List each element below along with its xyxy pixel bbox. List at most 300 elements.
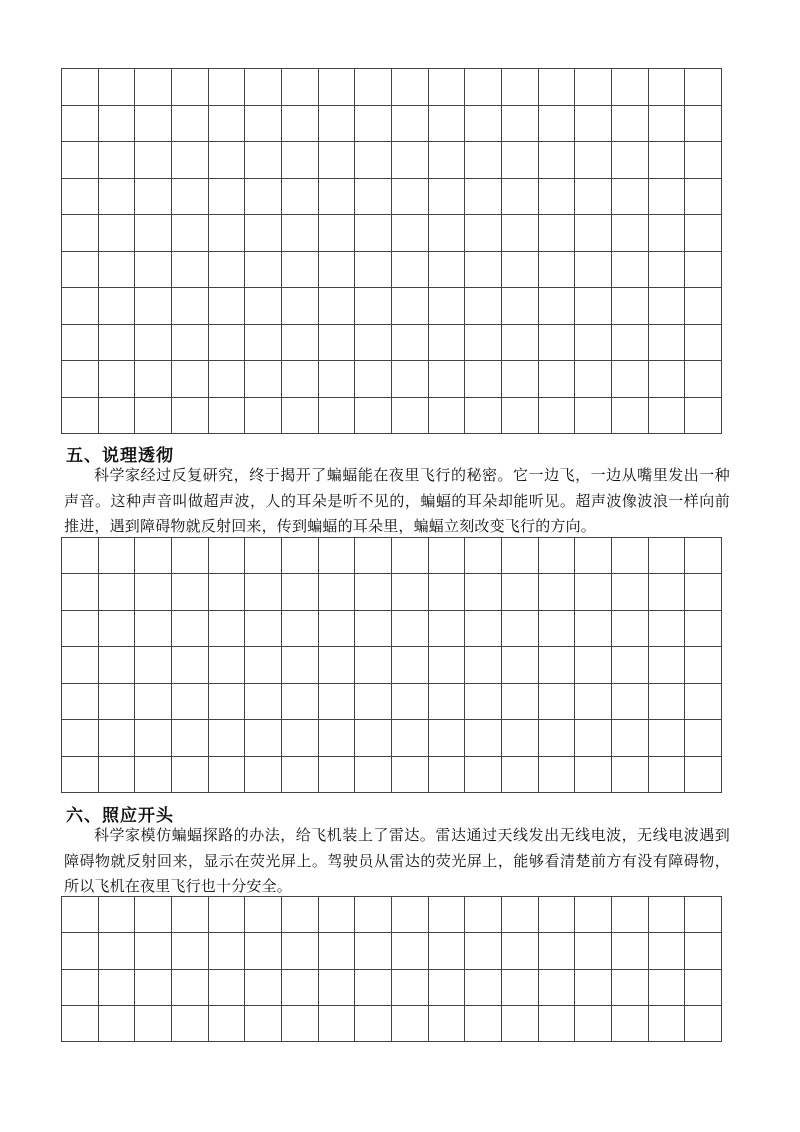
grid-cell[interactable] xyxy=(539,1006,576,1042)
grid-cell[interactable] xyxy=(685,325,722,362)
grid-cell[interactable] xyxy=(319,252,356,289)
grid-cell[interactable] xyxy=(99,757,136,793)
grid-cell[interactable] xyxy=(319,611,356,647)
grid-cell[interactable] xyxy=(282,361,319,398)
grid-cell[interactable] xyxy=(429,215,466,252)
grid-cell[interactable] xyxy=(355,69,392,106)
grid-cell[interactable] xyxy=(392,398,429,435)
grid-cell[interactable] xyxy=(392,106,429,143)
grid-cell[interactable] xyxy=(649,106,686,143)
grid-cell[interactable] xyxy=(575,933,612,969)
grid-cell[interactable] xyxy=(282,720,319,756)
grid-cell[interactable] xyxy=(685,720,722,756)
grid-cell[interactable] xyxy=(99,361,136,398)
grid-cell[interactable] xyxy=(172,574,209,610)
grid-cell[interactable] xyxy=(429,611,466,647)
grid-cell[interactable] xyxy=(99,69,136,106)
grid-cell[interactable] xyxy=(429,288,466,325)
grid-cell[interactable] xyxy=(319,179,356,216)
grid-cell[interactable] xyxy=(282,897,319,933)
grid-cell[interactable] xyxy=(649,611,686,647)
grid-cell[interactable] xyxy=(355,215,392,252)
grid-cell[interactable] xyxy=(465,215,502,252)
grid-cell[interactable] xyxy=(99,398,136,435)
grid-cell[interactable] xyxy=(355,933,392,969)
grid-cell[interactable] xyxy=(649,361,686,398)
grid-cell[interactable] xyxy=(319,106,356,143)
grid-cell[interactable] xyxy=(539,325,576,362)
grid-cell[interactable] xyxy=(685,142,722,179)
grid-cell[interactable] xyxy=(135,684,172,720)
grid-cell[interactable] xyxy=(282,398,319,435)
grid-cell[interactable] xyxy=(355,142,392,179)
grid-cell[interactable] xyxy=(575,1006,612,1042)
grid-cell[interactable] xyxy=(62,142,99,179)
grid-cell[interactable] xyxy=(319,933,356,969)
grid-cell[interactable] xyxy=(429,757,466,793)
grid-cell[interactable] xyxy=(685,106,722,143)
grid-cell[interactable] xyxy=(282,215,319,252)
grid-cell[interactable] xyxy=(539,684,576,720)
grid-cell[interactable] xyxy=(99,106,136,143)
grid-cell[interactable] xyxy=(685,574,722,610)
grid-cell[interactable] xyxy=(99,611,136,647)
grid-cell[interactable] xyxy=(612,142,649,179)
grid-cell[interactable] xyxy=(209,398,246,435)
grid-cell[interactable] xyxy=(465,106,502,143)
grid-cell[interactable] xyxy=(539,970,576,1006)
grid-cell[interactable] xyxy=(62,288,99,325)
grid-cell[interactable] xyxy=(575,757,612,793)
grid-cell[interactable] xyxy=(99,325,136,362)
grid-cell[interactable] xyxy=(319,684,356,720)
grid-cell[interactable] xyxy=(685,684,722,720)
grid-cell[interactable] xyxy=(612,647,649,683)
grid-cell[interactable] xyxy=(135,69,172,106)
grid-cell[interactable] xyxy=(539,361,576,398)
grid-cell[interactable] xyxy=(245,398,282,435)
grid-cell[interactable] xyxy=(465,325,502,362)
grid-cell[interactable] xyxy=(465,538,502,574)
grid-cell[interactable] xyxy=(172,398,209,435)
grid-cell[interactable] xyxy=(319,757,356,793)
grid-cell[interactable] xyxy=(649,398,686,435)
grid-cell[interactable] xyxy=(319,142,356,179)
grid-cell[interactable] xyxy=(539,215,576,252)
grid-cell[interactable] xyxy=(502,720,539,756)
grid-cell[interactable] xyxy=(245,325,282,362)
grid-cell[interactable] xyxy=(282,325,319,362)
grid-cell[interactable] xyxy=(429,538,466,574)
grid-cell[interactable] xyxy=(62,252,99,289)
grid-cell[interactable] xyxy=(355,647,392,683)
grid-cell[interactable] xyxy=(62,611,99,647)
grid-cell[interactable] xyxy=(575,970,612,1006)
grid-cell[interactable] xyxy=(319,897,356,933)
grid-cell[interactable] xyxy=(502,611,539,647)
grid-cell[interactable] xyxy=(649,574,686,610)
grid-cell[interactable] xyxy=(502,970,539,1006)
grid-cell[interactable] xyxy=(465,574,502,610)
grid-cell[interactable] xyxy=(575,574,612,610)
grid-cell[interactable] xyxy=(245,252,282,289)
grid-cell[interactable] xyxy=(99,933,136,969)
grid-cell[interactable] xyxy=(172,215,209,252)
grid-cell[interactable] xyxy=(502,684,539,720)
grid-cell[interactable] xyxy=(612,215,649,252)
grid-cell[interactable] xyxy=(612,325,649,362)
grid-cell[interactable] xyxy=(392,215,429,252)
grid-cell[interactable] xyxy=(575,684,612,720)
grid-cell[interactable] xyxy=(539,720,576,756)
grid-cell[interactable] xyxy=(172,647,209,683)
grid-cell[interactable] xyxy=(62,970,99,1006)
grid-cell[interactable] xyxy=(209,574,246,610)
grid-cell[interactable] xyxy=(649,933,686,969)
grid-cell[interactable] xyxy=(355,574,392,610)
grid-cell[interactable] xyxy=(649,538,686,574)
grid-cell[interactable] xyxy=(282,684,319,720)
grid-cell[interactable] xyxy=(612,684,649,720)
grid-cell[interactable] xyxy=(172,69,209,106)
grid-cell[interactable] xyxy=(355,897,392,933)
grid-cell[interactable] xyxy=(392,325,429,362)
grid-cell[interactable] xyxy=(172,970,209,1006)
grid-cell[interactable] xyxy=(649,325,686,362)
grid-cell[interactable] xyxy=(135,897,172,933)
grid-cell[interactable] xyxy=(575,720,612,756)
grid-cell[interactable] xyxy=(99,647,136,683)
grid-cell[interactable] xyxy=(172,611,209,647)
grid-cell[interactable] xyxy=(575,142,612,179)
grid-cell[interactable] xyxy=(649,252,686,289)
grid-cell[interactable] xyxy=(465,398,502,435)
grid-cell[interactable] xyxy=(99,684,136,720)
grid-cell[interactable] xyxy=(282,179,319,216)
grid-cell[interactable] xyxy=(319,398,356,435)
grid-cell[interactable] xyxy=(575,215,612,252)
grid-cell[interactable] xyxy=(172,720,209,756)
grid-cell[interactable] xyxy=(99,970,136,1006)
writing-grid-top[interactable] xyxy=(61,68,722,434)
grid-cell[interactable] xyxy=(209,757,246,793)
grid-cell[interactable] xyxy=(135,647,172,683)
grid-cell[interactable] xyxy=(429,933,466,969)
grid-cell[interactable] xyxy=(135,538,172,574)
grid-cell[interactable] xyxy=(465,361,502,398)
grid-cell[interactable] xyxy=(282,574,319,610)
grid-cell[interactable] xyxy=(172,538,209,574)
grid-cell[interactable] xyxy=(429,252,466,289)
grid-cell[interactable] xyxy=(209,252,246,289)
grid-cell[interactable] xyxy=(99,179,136,216)
grid-cell[interactable] xyxy=(685,897,722,933)
grid-cell[interactable] xyxy=(575,538,612,574)
grid-cell[interactable] xyxy=(282,933,319,969)
grid-cell[interactable] xyxy=(575,69,612,106)
grid-cell[interactable] xyxy=(282,288,319,325)
grid-cell[interactable] xyxy=(245,69,282,106)
grid-cell[interactable] xyxy=(135,933,172,969)
grid-cell[interactable] xyxy=(355,970,392,1006)
grid-cell[interactable] xyxy=(685,288,722,325)
grid-cell[interactable] xyxy=(282,252,319,289)
grid-cell[interactable] xyxy=(319,361,356,398)
grid-cell[interactable] xyxy=(392,288,429,325)
grid-cell[interactable] xyxy=(649,288,686,325)
grid-cell[interactable] xyxy=(612,574,649,610)
grid-cell[interactable] xyxy=(172,179,209,216)
grid-cell[interactable] xyxy=(245,720,282,756)
grid-cell[interactable] xyxy=(612,970,649,1006)
grid-cell[interactable] xyxy=(685,757,722,793)
grid-cell[interactable] xyxy=(62,647,99,683)
grid-cell[interactable] xyxy=(62,757,99,793)
grid-cell[interactable] xyxy=(209,106,246,143)
grid-cell[interactable] xyxy=(355,538,392,574)
grid-cell[interactable] xyxy=(245,215,282,252)
grid-cell[interactable] xyxy=(355,361,392,398)
grid-cell[interactable] xyxy=(429,106,466,143)
grid-cell[interactable] xyxy=(429,179,466,216)
grid-cell[interactable] xyxy=(612,398,649,435)
grid-cell[interactable] xyxy=(612,538,649,574)
grid-cell[interactable] xyxy=(685,215,722,252)
grid-cell[interactable] xyxy=(209,325,246,362)
grid-cell[interactable] xyxy=(135,106,172,143)
grid-cell[interactable] xyxy=(649,757,686,793)
grid-cell[interactable] xyxy=(209,720,246,756)
grid-cell[interactable] xyxy=(172,325,209,362)
grid-cell[interactable] xyxy=(282,106,319,143)
grid-cell[interactable] xyxy=(62,1006,99,1042)
grid-cell[interactable] xyxy=(392,897,429,933)
grid-cell[interactable] xyxy=(319,215,356,252)
grid-cell[interactable] xyxy=(649,647,686,683)
grid-cell[interactable] xyxy=(429,142,466,179)
grid-cell[interactable] xyxy=(319,647,356,683)
grid-cell[interactable] xyxy=(172,288,209,325)
grid-cell[interactable] xyxy=(282,1006,319,1042)
grid-cell[interactable] xyxy=(209,647,246,683)
grid-cell[interactable] xyxy=(575,325,612,362)
grid-cell[interactable] xyxy=(355,288,392,325)
grid-cell[interactable] xyxy=(539,142,576,179)
grid-cell[interactable] xyxy=(539,757,576,793)
grid-cell[interactable] xyxy=(685,398,722,435)
grid-cell[interactable] xyxy=(355,325,392,362)
grid-cell[interactable] xyxy=(685,611,722,647)
grid-cell[interactable] xyxy=(539,538,576,574)
grid-cell[interactable] xyxy=(392,1006,429,1042)
grid-cell[interactable] xyxy=(245,897,282,933)
grid-cell[interactable] xyxy=(62,538,99,574)
grid-cell[interactable] xyxy=(282,69,319,106)
grid-cell[interactable] xyxy=(62,325,99,362)
grid-cell[interactable] xyxy=(355,106,392,143)
grid-cell[interactable] xyxy=(99,897,136,933)
grid-cell[interactable] xyxy=(209,684,246,720)
grid-cell[interactable] xyxy=(355,1006,392,1042)
grid-cell[interactable] xyxy=(392,720,429,756)
grid-cell[interactable] xyxy=(172,684,209,720)
grid-cell[interactable] xyxy=(135,361,172,398)
grid-cell[interactable] xyxy=(502,647,539,683)
grid-cell[interactable] xyxy=(539,574,576,610)
grid-cell[interactable] xyxy=(502,361,539,398)
grid-cell[interactable] xyxy=(209,933,246,969)
grid-cell[interactable] xyxy=(685,361,722,398)
grid-cell[interactable] xyxy=(355,611,392,647)
grid-cell[interactable] xyxy=(172,142,209,179)
grid-cell[interactable] xyxy=(319,574,356,610)
grid-cell[interactable] xyxy=(685,538,722,574)
grid-cell[interactable] xyxy=(62,897,99,933)
grid-cell[interactable] xyxy=(135,142,172,179)
grid-cell[interactable] xyxy=(209,1006,246,1042)
grid-cell[interactable] xyxy=(685,179,722,216)
grid-cell[interactable] xyxy=(62,684,99,720)
grid-cell[interactable] xyxy=(245,611,282,647)
grid-cell[interactable] xyxy=(172,361,209,398)
grid-cell[interactable] xyxy=(502,179,539,216)
grid-cell[interactable] xyxy=(502,897,539,933)
grid-cell[interactable] xyxy=(355,757,392,793)
grid-cell[interactable] xyxy=(502,69,539,106)
grid-cell[interactable] xyxy=(135,1006,172,1042)
grid-cell[interactable] xyxy=(649,142,686,179)
grid-cell[interactable] xyxy=(612,897,649,933)
grid-cell[interactable] xyxy=(465,757,502,793)
grid-cell[interactable] xyxy=(209,215,246,252)
grid-cell[interactable] xyxy=(392,933,429,969)
grid-cell[interactable] xyxy=(319,1006,356,1042)
grid-cell[interactable] xyxy=(649,897,686,933)
grid-cell[interactable] xyxy=(135,574,172,610)
grid-cell[interactable] xyxy=(539,69,576,106)
grid-cell[interactable] xyxy=(612,288,649,325)
grid-cell[interactable] xyxy=(612,179,649,216)
grid-cell[interactable] xyxy=(465,142,502,179)
grid-cell[interactable] xyxy=(135,970,172,1006)
grid-cell[interactable] xyxy=(392,611,429,647)
grid-cell[interactable] xyxy=(282,757,319,793)
grid-cell[interactable] xyxy=(429,684,466,720)
grid-cell[interactable] xyxy=(245,684,282,720)
grid-cell[interactable] xyxy=(575,897,612,933)
grid-cell[interactable] xyxy=(612,106,649,143)
grid-cell[interactable] xyxy=(172,106,209,143)
grid-cell[interactable] xyxy=(392,361,429,398)
grid-cell[interactable] xyxy=(62,69,99,106)
grid-cell[interactable] xyxy=(575,398,612,435)
grid-cell[interactable] xyxy=(245,142,282,179)
grid-cell[interactable] xyxy=(502,215,539,252)
grid-cell[interactable] xyxy=(649,970,686,1006)
grid-cell[interactable] xyxy=(539,897,576,933)
grid-cell[interactable] xyxy=(502,106,539,143)
grid-cell[interactable] xyxy=(245,574,282,610)
grid-cell[interactable] xyxy=(429,69,466,106)
grid-cell[interactable] xyxy=(355,398,392,435)
grid-cell[interactable] xyxy=(429,325,466,362)
grid-cell[interactable] xyxy=(245,538,282,574)
grid-cell[interactable] xyxy=(99,538,136,574)
grid-cell[interactable] xyxy=(575,106,612,143)
grid-cell[interactable] xyxy=(319,325,356,362)
grid-cell[interactable] xyxy=(392,970,429,1006)
grid-cell[interactable] xyxy=(502,933,539,969)
grid-cell[interactable] xyxy=(135,288,172,325)
grid-cell[interactable] xyxy=(282,538,319,574)
grid-cell[interactable] xyxy=(465,179,502,216)
writing-grid-middle[interactable] xyxy=(61,537,722,793)
grid-cell[interactable] xyxy=(209,288,246,325)
grid-cell[interactable] xyxy=(209,897,246,933)
grid-cell[interactable] xyxy=(62,106,99,143)
grid-cell[interactable] xyxy=(319,970,356,1006)
grid-cell[interactable] xyxy=(282,611,319,647)
grid-cell[interactable] xyxy=(649,179,686,216)
grid-cell[interactable] xyxy=(502,252,539,289)
grid-cell[interactable] xyxy=(245,106,282,143)
grid-cell[interactable] xyxy=(429,1006,466,1042)
grid-cell[interactable] xyxy=(575,252,612,289)
grid-cell[interactable] xyxy=(429,574,466,610)
grid-cell[interactable] xyxy=(355,684,392,720)
grid-cell[interactable] xyxy=(392,684,429,720)
grid-cell[interactable] xyxy=(465,684,502,720)
grid-cell[interactable] xyxy=(429,647,466,683)
grid-cell[interactable] xyxy=(209,361,246,398)
grid-cell[interactable] xyxy=(135,398,172,435)
grid-cell[interactable] xyxy=(282,142,319,179)
grid-cell[interactable] xyxy=(99,288,136,325)
grid-cell[interactable] xyxy=(429,398,466,435)
grid-cell[interactable] xyxy=(135,720,172,756)
grid-cell[interactable] xyxy=(319,69,356,106)
grid-cell[interactable] xyxy=(245,970,282,1006)
grid-cell[interactable] xyxy=(172,757,209,793)
grid-cell[interactable] xyxy=(245,179,282,216)
grid-cell[interactable] xyxy=(99,252,136,289)
grid-cell[interactable] xyxy=(575,647,612,683)
grid-cell[interactable] xyxy=(245,933,282,969)
grid-cell[interactable] xyxy=(99,574,136,610)
grid-cell[interactable] xyxy=(502,574,539,610)
grid-cell[interactable] xyxy=(392,647,429,683)
grid-cell[interactable] xyxy=(245,361,282,398)
grid-cell[interactable] xyxy=(539,933,576,969)
grid-cell[interactable] xyxy=(465,252,502,289)
grid-cell[interactable] xyxy=(392,179,429,216)
grid-cell[interactable] xyxy=(465,970,502,1006)
grid-cell[interactable] xyxy=(685,1006,722,1042)
grid-cell[interactable] xyxy=(612,252,649,289)
grid-cell[interactable] xyxy=(392,574,429,610)
grid-cell[interactable] xyxy=(319,288,356,325)
grid-cell[interactable] xyxy=(649,1006,686,1042)
grid-cell[interactable] xyxy=(465,897,502,933)
grid-cell[interactable] xyxy=(135,215,172,252)
grid-cell[interactable] xyxy=(282,970,319,1006)
grid-cell[interactable] xyxy=(429,361,466,398)
grid-cell[interactable] xyxy=(392,252,429,289)
grid-cell[interactable] xyxy=(685,69,722,106)
grid-cell[interactable] xyxy=(465,720,502,756)
grid-cell[interactable] xyxy=(539,252,576,289)
grid-cell[interactable] xyxy=(685,647,722,683)
